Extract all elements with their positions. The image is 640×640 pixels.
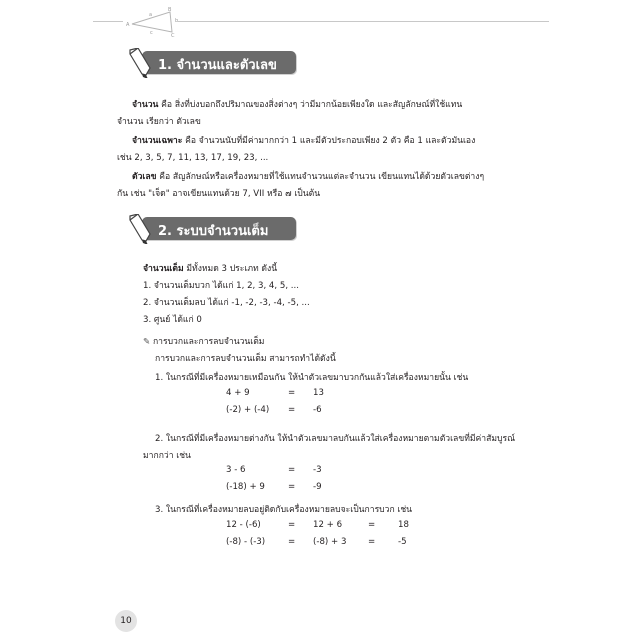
tri-label-a: A — [126, 22, 130, 28]
case3-ex2-mid: (-8) + 3 — [313, 537, 347, 547]
section1-title: 1. จำนวนและตัวเลข — [158, 58, 277, 73]
section1-heading — [124, 48, 296, 78]
term-integer: จำนวนเต็ม — [143, 264, 184, 274]
term-number: จำนวน — [132, 100, 159, 110]
case1-ex1-eq: = — [288, 388, 296, 398]
case2-ex2-eq: = — [288, 482, 296, 492]
case3-ex1-eq2: = — [368, 520, 376, 530]
case3-ex2-rhs: -5 — [398, 537, 407, 547]
section1-para3-text: คือ สัญลักษณ์หรือเครื่องหมายที่ใช้แทนจำนวนแต่ละจำนวน เขียนแทนได้ด้วยตัวเลขต่างๆ — [159, 172, 485, 182]
header-rule-right — [178, 21, 549, 22]
case2-ex2-lhs: (-18) + 9 — [226, 482, 265, 492]
triangle-logo-icon — [126, 6, 178, 38]
subsection-heading — [143, 334, 264, 348]
section2-intro-text: มีทั้งหมด 3 ประเภท ดังนี้ — [186, 264, 278, 274]
tri-label-c-upper: C — [171, 33, 175, 38]
case3-ex1-rhs: 18 — [398, 520, 409, 530]
section1-para1-text: คือ สิ่งที่บ่งบอกถึงปริมาณของสิ่งต่างๆ ว่ามีมากน้อยเพียงใด และสัญลักษณ์ที่ใช้แทน — [161, 100, 463, 110]
header-rule-left — [93, 21, 123, 22]
section1-para1-line1 — [132, 97, 462, 111]
case2-ex1-lhs: 3 - 6 — [226, 465, 246, 475]
case3-ex1-eq: = — [288, 520, 296, 530]
case3-ex2-lhs: (-8) - (-3) — [226, 537, 266, 547]
case3-ex2-eq2: = — [368, 537, 376, 547]
section1-para3-line1 — [132, 169, 484, 183]
section2-intro — [143, 261, 277, 275]
subsection-intro: การบวกและการลบจำนวนเต็ม สามารถทำได้ดังนี้ — [155, 354, 336, 364]
case3-ex2-eq: = — [288, 537, 296, 547]
tri-label-a-lower: a — [149, 12, 153, 18]
tri-label-c-lower: c — [150, 30, 153, 36]
section1-para2-line2: เช่น 2, 3, 5, 7, 11, 13, 17, 19, 23, ... — [117, 153, 269, 163]
case2-ex1-rhs: -3 — [313, 465, 322, 475]
case2-ex2-rhs: -9 — [313, 482, 322, 492]
case1-text: 1. ในกรณีที่มีเครื่องหมายเหมือนกัน ให้นำตัวเลขมาบวกกันแล้วใส่เครื่องหมายนั้น เช่น — [155, 373, 469, 383]
case2-text-line1: 2. ในกรณีที่มีเครื่องหมายต่างกัน ให้นำตัวเลขมาลบกันแล้วใส่เครื่องหมายตามตัวเลขที่มีค่าสัมบูรณ์ — [155, 434, 516, 444]
term-prime: จำนวนเฉพาะ — [132, 136, 183, 146]
case3-ex1-lhs: 12 - (-6) — [226, 520, 261, 530]
case3-ex1-mid: 12 + 6 — [313, 520, 343, 530]
case1-ex2-lhs: (-2) + (-4) — [226, 405, 270, 415]
integer-type-3: 3. ศูนย์ ได้แก่ 0 — [143, 315, 202, 325]
section1-para3-line2: กัน เช่น "เจ็ด" อาจเขียนแทนด้วย 7, VII หรือ ๗ เป็นต้น — [117, 189, 321, 199]
page-number: 10 — [115, 610, 137, 632]
case1-ex2-rhs: -6 — [313, 405, 322, 415]
subsection-title: การบวกและการลบจำนวนเต็ม — [152, 337, 265, 347]
section2-title: 2. ระบบจำนวนเต็ม — [158, 224, 269, 239]
pencil-bullet-icon: ✎ — [143, 337, 151, 347]
pencil-icon — [124, 214, 154, 244]
section1-para2-line1 — [132, 133, 475, 147]
section1-para2-text: คือ จำนวนนับที่มีค่ามากกว่า 1 และมีตัวประกอบเพียง 2 ตัว คือ 1 และตัวมันเอง — [185, 136, 476, 146]
case1-ex1-rhs: 13 — [313, 388, 324, 398]
integer-type-2: 2. จำนวนเต็มลบ ได้แก่ -1, -2, -3, -4, -5, ... — [143, 298, 310, 308]
section2-heading — [124, 214, 296, 244]
case1-ex1-lhs: 4 + 9 — [226, 388, 250, 398]
case1-ex2-eq: = — [288, 405, 296, 415]
tri-label-b-lower: b — [175, 18, 178, 24]
section1-para1-line2: จำนวน เรียกว่า ตัวเลข — [117, 117, 201, 127]
tri-label-b-upper: B — [168, 7, 172, 13]
case3-text: 3. ในกรณีที่เครื่องหมายลบอยู่ติดกับเครื่องหมายลบจะเป็นการบวก เช่น — [155, 505, 413, 515]
case2-text-line2: มากกว่า เช่น — [143, 451, 191, 461]
case2-ex1-eq: = — [288, 465, 296, 475]
integer-type-1: 1. จำนวนเต็มบวก ได้แก่ 1, 2, 3, 4, 5, ... — [143, 281, 299, 291]
pencil-icon — [124, 48, 154, 78]
term-numeral: ตัวเลข — [132, 172, 157, 182]
